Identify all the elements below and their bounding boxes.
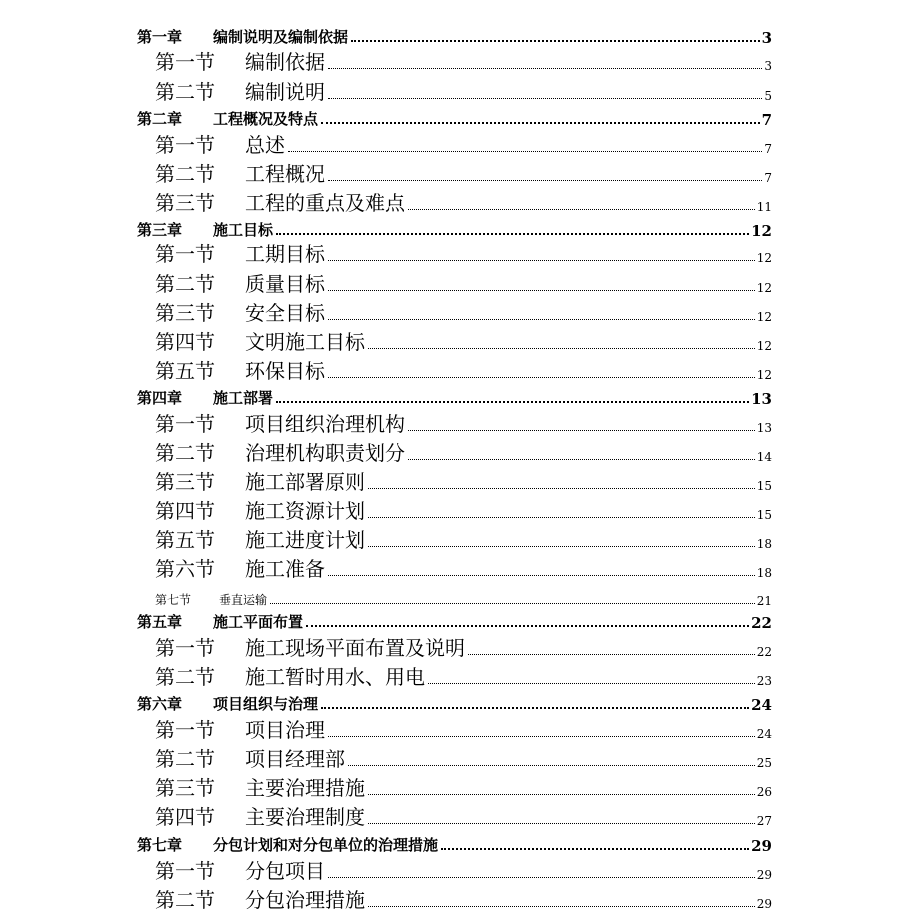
toc-entry-number: 第一节 (155, 50, 215, 74)
toc-entry-number: 第一节 (155, 412, 215, 436)
toc-entry-page-number: 12 (756, 281, 772, 295)
toc-entry-number: 第三节 (155, 191, 215, 215)
dot-leader (368, 823, 755, 824)
toc-entry-number: 第二节 (155, 747, 215, 771)
toc-entry-title: 编制说明 (245, 80, 325, 104)
toc-entry-page-number: 3 (764, 59, 772, 73)
toc-section-entry[interactable] (0, 188, 909, 216)
toc-entry-title: 编制依据 (245, 50, 325, 74)
toc-chapter-entry[interactable] (0, 610, 909, 632)
toc-entry-number: 第二节 (155, 80, 215, 104)
toc-section-entry[interactable] (0, 554, 909, 582)
toc-entry-page-number: 26 (756, 785, 772, 799)
toc-entry-page-number: 23 (756, 674, 772, 688)
toc-entry-page-number: 25 (756, 756, 772, 770)
dot-leader (328, 736, 755, 737)
toc-entry-title: 文明施工目标 (245, 330, 365, 354)
dot-leader (368, 794, 755, 795)
toc-entry-title: 垂直运输 (219, 593, 268, 607)
toc-entry-number: 第四节 (155, 499, 215, 523)
dot-leader (408, 459, 755, 460)
toc-entry-number: 第三节 (155, 301, 215, 325)
toc-entry-title: 工期目标 (245, 242, 325, 266)
dot-leader (368, 348, 755, 349)
toc-section-entry[interactable] (0, 773, 909, 801)
toc-entry-page-number: 24 (751, 696, 772, 714)
toc-entry-page-number: 24 (756, 727, 772, 741)
toc-section-entry[interactable] (0, 438, 909, 466)
toc-section-entry[interactable] (0, 633, 909, 661)
toc-entry-title: 治理机构职责划分 (245, 441, 405, 465)
toc-section-entry[interactable] (0, 715, 909, 743)
toc-entry-title: 工程概况 (245, 162, 325, 186)
toc-entry-number: 第二节 (155, 441, 215, 465)
toc-entry-title: 总述 (245, 133, 285, 157)
toc-entry-page-number: 29 (751, 837, 772, 855)
toc-entry-number: 第一节 (155, 859, 215, 883)
toc-entry-page-number: 7 (761, 111, 772, 129)
toc-entry-page-number: 7 (764, 171, 772, 185)
toc-entry-title: 施工准备 (245, 557, 325, 581)
dot-leader (321, 707, 749, 709)
toc-entry-title: 施工部署原则 (245, 470, 365, 494)
dot-leader (328, 575, 755, 576)
dot-leader (321, 122, 760, 124)
toc-entry-number: 第二节 (155, 665, 215, 689)
toc-entry-page-number: 12 (751, 222, 772, 240)
toc-entry-page-number: 21 (756, 594, 772, 608)
toc-entry-title: 编制说明及编制依据 (213, 28, 349, 46)
toc-entry-number: 第七节 (155, 593, 192, 607)
toc-chapter-entry[interactable] (0, 833, 909, 855)
toc-entry-title: 施工平面布置 (213, 613, 304, 631)
dot-leader (408, 209, 755, 210)
toc-chapter-entry[interactable] (0, 107, 909, 129)
dot-leader (441, 848, 749, 850)
toc-chapter-entry[interactable] (0, 386, 909, 408)
toc-entry-page-number: 12 (756, 339, 772, 353)
dot-leader (328, 260, 755, 261)
toc-entry-page-number: 27 (756, 814, 772, 828)
dot-leader (368, 517, 755, 518)
toc-entry-page-number: 12 (756, 251, 772, 265)
toc-section-entry[interactable] (0, 409, 909, 437)
toc-entry-page-number: 12 (756, 310, 772, 324)
toc-entry-number: 第一章 (137, 28, 183, 46)
toc-entry-page-number: 7 (764, 142, 772, 156)
toc-section-entry[interactable] (0, 298, 909, 326)
toc-entry-title: 质量目标 (245, 272, 325, 296)
toc-entry-title: 分包计划和对分包单位的治理措施 (213, 836, 439, 854)
toc-entry-page-number: 15 (756, 479, 772, 493)
toc-entry-number: 第四章 (137, 389, 183, 407)
toc-entry-number: 第三章 (137, 221, 183, 239)
dot-leader (428, 683, 755, 684)
toc-entry-page-number: 13 (751, 390, 772, 408)
dot-leader (328, 180, 762, 181)
toc-section-entry[interactable] (0, 327, 909, 355)
toc-entry-page-number: 5 (764, 89, 772, 103)
toc-section-entry[interactable] (0, 467, 909, 495)
toc-entry-number: 第六节 (155, 557, 215, 581)
toc-section-entry[interactable] (0, 130, 909, 158)
toc-entry-title: 项目组织治理机构 (245, 412, 405, 436)
toc-entry-number: 第五节 (155, 359, 215, 383)
toc-entry-number: 第四节 (155, 330, 215, 354)
dot-leader (328, 377, 755, 378)
toc-entry-title: 项目治理 (245, 718, 325, 742)
toc-entry-title: 施工现场平面布置及说明 (245, 636, 465, 660)
dot-leader (288, 151, 762, 152)
toc-entry-number: 第二节 (155, 162, 215, 186)
toc-section-entry[interactable] (0, 662, 909, 690)
toc-entry-number: 第五章 (137, 613, 183, 631)
toc-entry-page-number: 29 (756, 868, 772, 882)
toc-entry-page-number: 29 (756, 897, 772, 911)
toc-entry-number: 第三节 (155, 776, 215, 800)
dot-leader (468, 654, 755, 655)
toc-entry-title: 施工暂时用水、用电 (245, 665, 425, 689)
toc-entry-number: 第四节 (155, 805, 215, 829)
toc-entry-page-number: 18 (756, 566, 772, 580)
toc-section-entry[interactable] (0, 496, 909, 524)
toc-section-entry[interactable] (0, 77, 909, 105)
toc-entry-page-number: 3 (761, 29, 772, 47)
dot-leader (328, 319, 755, 320)
toc-entry-title: 分包项目 (245, 859, 325, 883)
dot-leader (328, 290, 755, 291)
toc-entry-number: 第二节 (155, 888, 215, 912)
dot-leader (328, 98, 762, 99)
toc-entry-page-number: 13 (756, 421, 772, 435)
dot-leader (276, 401, 749, 403)
dot-leader (351, 40, 760, 42)
toc-entry-title: 施工进度计划 (245, 528, 365, 552)
toc-section-entry[interactable] (0, 588, 909, 608)
dot-leader (328, 68, 762, 69)
toc-section-entry[interactable] (0, 159, 909, 187)
toc-entry-number: 第一节 (155, 133, 215, 157)
toc-entry-title: 环保目标 (245, 359, 325, 383)
dot-leader (368, 488, 755, 489)
dot-leader (348, 765, 755, 766)
toc-entry-title: 项目组织与治理 (213, 695, 319, 713)
toc-entry-title: 分包治理措施 (245, 888, 365, 912)
dot-leader (368, 546, 755, 547)
dot-leader (276, 233, 749, 235)
toc-entry-number: 第一节 (155, 718, 215, 742)
dot-leader (328, 877, 755, 878)
toc-section-entry[interactable] (0, 885, 909, 913)
toc-entry-number: 第六章 (137, 695, 183, 713)
toc-entry-title: 安全目标 (245, 301, 325, 325)
toc-entry-number: 第二章 (137, 110, 183, 128)
toc-entry-page-number: 15 (756, 508, 772, 522)
toc-section-entry[interactable] (0, 239, 909, 267)
toc-entry-title: 施工资源计划 (245, 499, 365, 523)
toc-entry-page-number: 14 (756, 450, 772, 464)
toc-entry-page-number: 22 (756, 645, 772, 659)
toc-entry-title: 工程的重点及难点 (245, 191, 405, 215)
toc-entry-number: 第三节 (155, 470, 215, 494)
toc-entry-page-number: 12 (756, 368, 772, 382)
toc-entry-title: 主要治理措施 (245, 776, 365, 800)
toc-entry-title: 项目经理部 (245, 747, 345, 771)
toc-entry-number: 第二节 (155, 272, 215, 296)
toc-entry-number: 第一节 (155, 242, 215, 266)
toc-section-entry[interactable] (0, 856, 909, 884)
toc-entry-number: 第一节 (155, 636, 215, 660)
toc-entry-page-number: 22 (751, 614, 772, 632)
toc-section-entry[interactable] (0, 356, 909, 384)
toc-entry-page-number: 11 (756, 200, 772, 214)
toc-chapter-entry[interactable] (0, 25, 909, 47)
toc-entry-number: 第七章 (137, 836, 183, 854)
dot-leader (270, 603, 755, 604)
toc-entry-title: 工程概况及特点 (213, 110, 319, 128)
toc-section-entry[interactable] (0, 47, 909, 75)
toc-section-entry[interactable] (0, 525, 909, 553)
toc-section-entry[interactable] (0, 744, 909, 772)
toc-chapter-entry[interactable] (0, 692, 909, 714)
dot-leader (368, 906, 755, 907)
toc-chapter-entry[interactable] (0, 218, 909, 240)
toc-section-entry[interactable] (0, 269, 909, 297)
toc-entry-number: 第五节 (155, 528, 215, 552)
toc-section-entry[interactable] (0, 802, 909, 830)
dot-leader (306, 625, 749, 627)
toc-entry-title: 施工目标 (213, 221, 274, 239)
dot-leader (408, 430, 755, 431)
toc-entry-page-number: 18 (756, 537, 772, 551)
toc-entry-title: 施工部署 (213, 389, 274, 407)
toc-entry-title: 主要治理制度 (245, 805, 365, 829)
